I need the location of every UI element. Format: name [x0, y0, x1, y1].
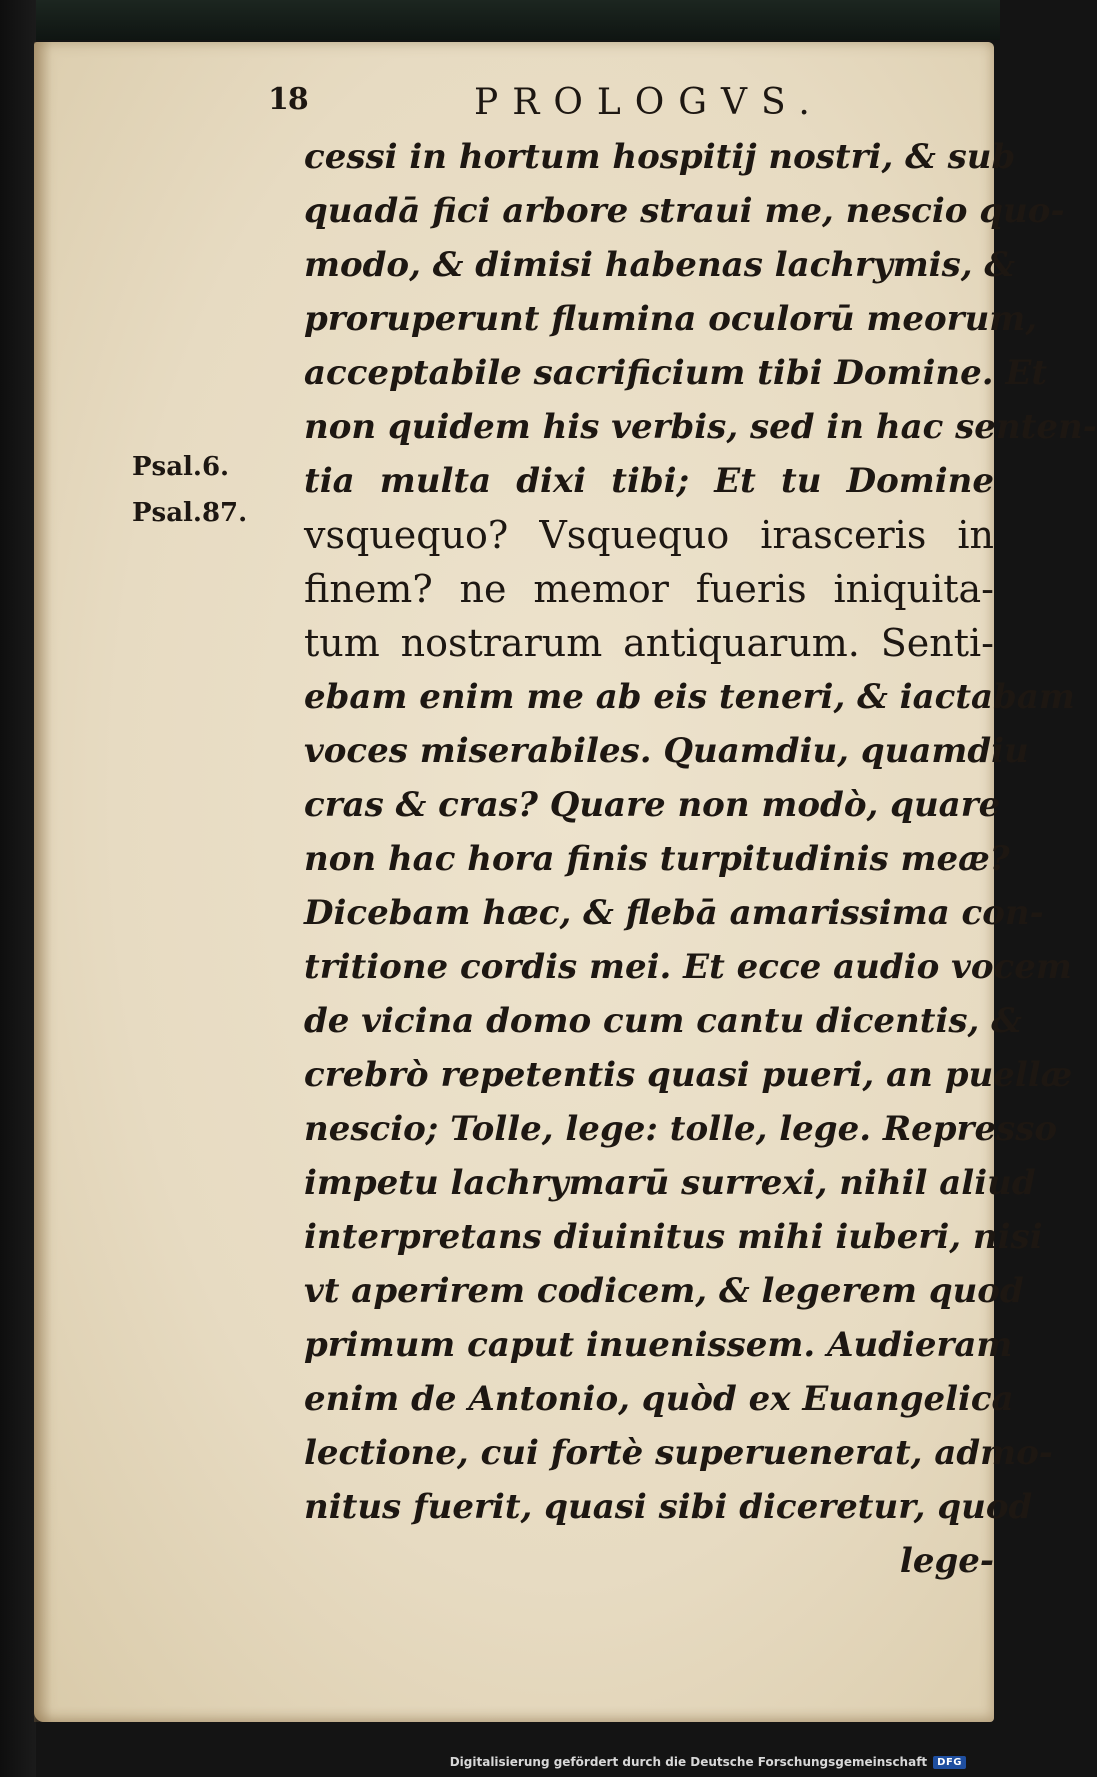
text-line: voces miserabiles. Quamdiu, quamdiu	[304, 731, 1029, 771]
text-line: nescio; Tolle, lege: tolle, lege. Represso	[304, 1109, 1058, 1149]
book-page	[34, 42, 1097, 1722]
text-line: primum caput inuenissem. Audieram	[304, 1325, 1013, 1365]
text-line: cras & cras? Quare non modò, quare	[304, 785, 1001, 825]
text-line: modo, & dimisi habenas lachrymis, &	[304, 245, 1016, 285]
running-head: PROLOGVS.	[474, 82, 824, 123]
text-line: nitus fuerit, quasi sibi diceretur, quod	[304, 1487, 1033, 1527]
margin-note-psalm-87: Psal.87.	[132, 498, 248, 528]
text-line: finem? ne memor fueris iniquita-	[304, 567, 994, 611]
text-line: vsquequo? Vsquequo irasceris in	[304, 513, 994, 557]
margin-note-psalm-6: Psal.6.	[132, 452, 230, 482]
dfg-logo: DFG	[933, 1756, 966, 1769]
body-text	[304, 130, 1097, 1588]
text-line: interpretans diuinitus mihi iuberi, nisi	[304, 1217, 1043, 1257]
text-line: tum nostrarum antiquarum. Senti-	[304, 621, 994, 665]
text-line: lectione, cui fortè superuenerat, admo-	[304, 1433, 1053, 1473]
scan-background-left	[0, 0, 36, 1777]
text-line: cessi in hortum hospitij nostri, & sub	[304, 137, 1016, 177]
text-line: non quidem his verbis, sed in hac senten-	[304, 407, 1097, 447]
text-line: acceptabile sacrificium tibi Domine. Et	[304, 353, 1048, 393]
text-line: enim de Antonio, quòd ex Euangelica	[304, 1379, 1014, 1419]
text-line: quadā fici arbore straui me, nescio quo-	[304, 191, 1065, 231]
catchword: lege-	[899, 1541, 994, 1581]
text-line: de vicina domo cum cantu dicentis, &	[304, 1001, 1022, 1041]
page-number: 18	[268, 82, 308, 117]
text-line: proruperunt flumina oculorū meorum,	[304, 299, 1038, 339]
text-line: tritione cordis mei. Et ecce audio vocem	[304, 947, 1072, 987]
text-line: Dicebam hæc, & flebā amarissima con-	[304, 893, 1044, 933]
text-line: crebrò repetentis quasi pueri, an puellæ	[304, 1055, 1073, 1095]
digitization-credit	[450, 1755, 966, 1769]
text-line: non hac hora finis turpitudinis meæ?	[304, 839, 1010, 879]
credit-text: Digitalisierung gefördert durch die Deutsche Forschungsgemeinschaft	[449, 1755, 928, 1769]
text-line: vt aperirem codicem, & legerem quod	[304, 1271, 1024, 1311]
text-line: impetu lachrymarū surrexi, nihil aliud	[304, 1163, 1036, 1203]
text-line: tia multa dixi tibi; Et tu Domine	[304, 461, 994, 501]
scan-background-top	[0, 0, 1000, 40]
text-line: ebam enim me ab eis teneri, & iactabam	[304, 677, 1075, 717]
